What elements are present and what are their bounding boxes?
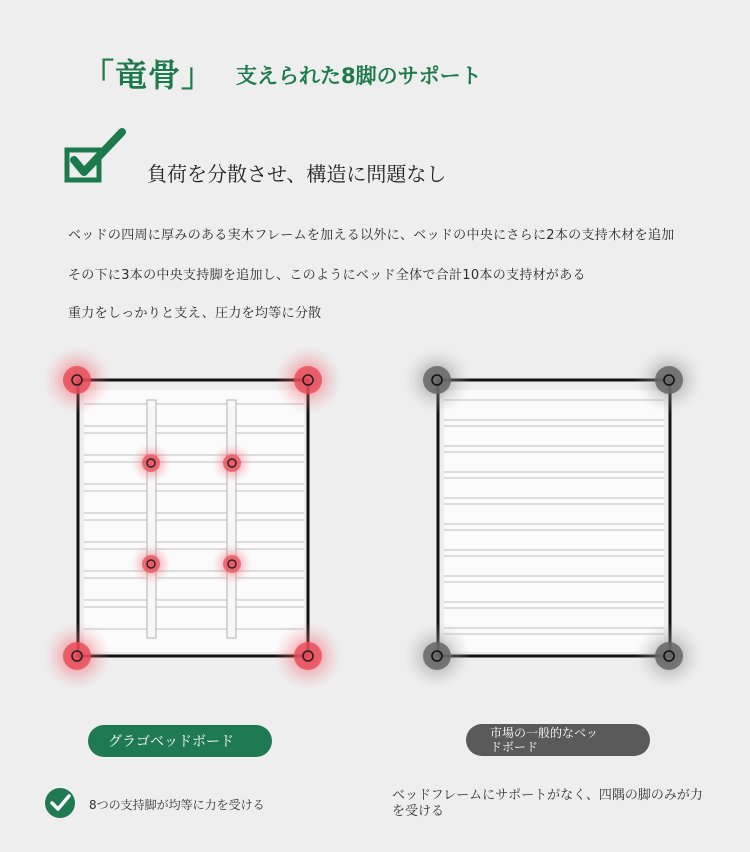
bed-comparison-diagram [0, 340, 750, 710]
check-circle-icon [44, 787, 76, 819]
market-bed-label-line2: ドボード [490, 740, 539, 754]
our-bed-frame [78, 380, 308, 656]
page-title-subtitle: 支えられた8脚のサポート [236, 64, 482, 88]
market-bed-frame [438, 380, 670, 656]
check-box-icon [64, 128, 128, 184]
paragraph-1: ベッドの四周に厚みのある実木フレームを加える以外に、ベッドの中央にさらに2本の支持木材を追加 [68, 228, 675, 243]
page-title-kanji: 「竜骨」 [82, 56, 215, 94]
market-bed-label [466, 724, 650, 756]
our-bed-label [88, 725, 272, 757]
market-bed-note: ベッドフレームにサポートがなく、四隅の脚のみが力を受ける [392, 788, 703, 819]
our-bed-label-text: グラゴベッドボード [108, 734, 234, 750]
paragraph-3: 重力をしっかりと支え、圧力を均等に分散 [68, 306, 322, 321]
our-bed-note: 8つの支持脚が均等に力を受ける [89, 798, 265, 812]
section-heading: 負荷を分散させ、構造に問題なし [147, 162, 447, 186]
market-bed-label-line1: 市場の一般的なベッ [490, 726, 599, 740]
paragraph-2: その下に3本の中央支持脚を追加し、このようにベッド全体で合計10本の支持材がある [68, 268, 586, 283]
